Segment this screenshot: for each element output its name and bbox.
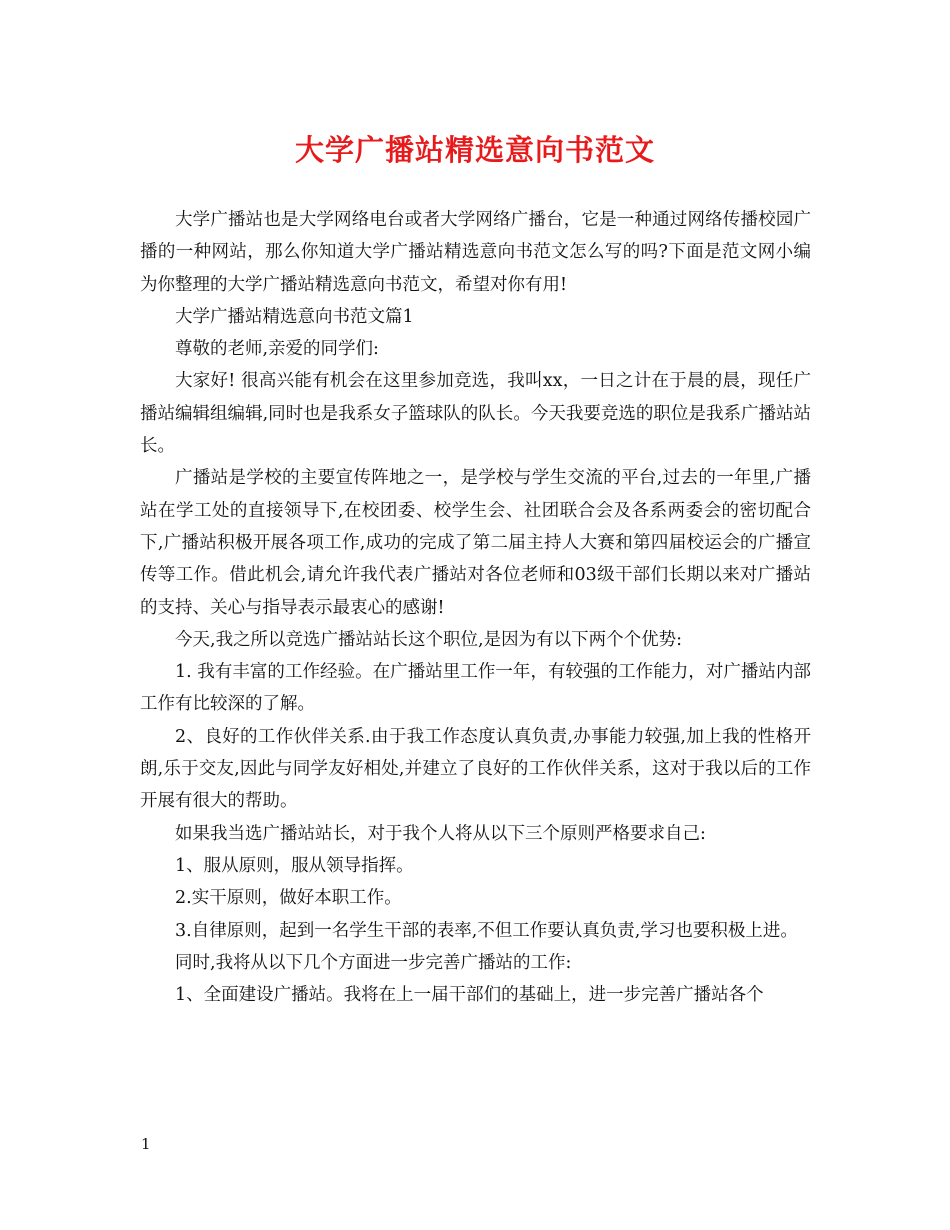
paragraph-station-description: 广播站是学校的主要宣传阵地之一，是学校与学生交流的平台,过去的一年里,广播站在学工处的直接领导下,在校团委、校学生会、社团联合会及各系两委会的密切配合下,广播站积极开展各项工作,成功的完成了第二届主持人大赛和第四届校运会的广播宣传等工作。借此机会,请允许我代表广播站对各位老师和03级干部们长期以来对广播站的支持、关心与指导表示最衷心的感谢!: [140, 468, 811, 618]
paragraph-advantages-intro: 今天,我之所以竞选广播站站长这个职位,是因为有以下两个个优势:: [175, 629, 683, 650]
paragraph-improvements-intro: 同时,我将从以下几个方面进一步完善广播站的工作:: [175, 952, 572, 973]
paragraph-heading-part1: 大学广播站精选意向书范文篇1: [175, 306, 414, 327]
paragraph-intro: 大学广播站也是大学网络电台或者大学网络广播台，它是一种通过网络传播校园广播的一种网站，那么你知道大学广播站精选意向书范文怎么写的吗?下面是范文网小编为你整理的大学广播站精选意向书范文，希望对你有用!: [140, 210, 811, 295]
paragraph-salutation: 尊敬的老师,亲爱的同学们:: [175, 339, 379, 360]
paragraph-principle-2: 2.实干原则，做好本职工作。: [175, 888, 402, 909]
page-number: 1: [141, 1135, 151, 1153]
paragraph-improvement-1: 1、全面建设广播站。我将在上一届干部们的基础上，进一步完善广播站各个: [175, 985, 764, 1006]
document-body: [140, 204, 811, 1011]
paragraph-principles-intro: 如果我当选广播站站长，对于我个人将从以下三个原则严格要求自己:: [175, 823, 706, 844]
document-title: 大学广播站精选意向书范文: [294, 133, 655, 167]
paragraph-principle-1: 1、服从原则，服从领导指挥。: [175, 855, 414, 876]
paragraph-principle-3: 3.自律原则，起到一名学生干部的表率,不但工作要认真负责,学习也要积极上进。: [175, 920, 798, 941]
paragraph-advantage-1: 1. 我有丰富的工作经验。在广播站里工作一年，有较强的工作能力，对广播站内部工作有比较深的了解。: [140, 662, 811, 715]
paragraph-greeting: 大家好! 很高兴能有机会在这里参加竞选，我叫xx，一日之计在于晨的晨，现任广播站编辑组编辑,同时也是我系女子篮球队的队长。今天我要竞选的职位是我系广播站站长。: [140, 371, 811, 457]
paragraph-advantage-2: 2、良好的工作伙伴关系.由于我工作态度认真负责,办事能力较强,加上我的性格开朗,乐于交友,因此与同学友好相处,并建立了良好的工作伙伴关系，这对于我以后的工作开展有很大的帮助。: [140, 726, 811, 812]
